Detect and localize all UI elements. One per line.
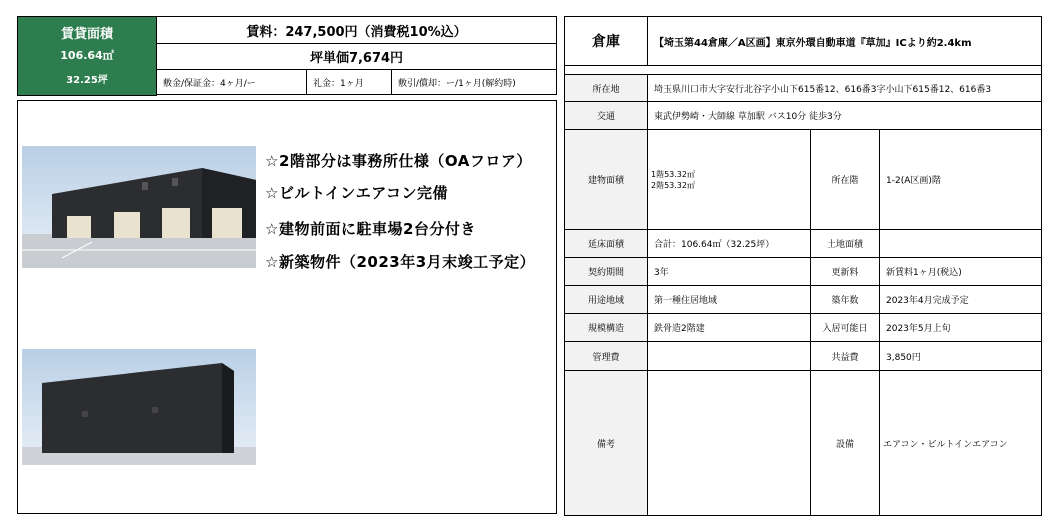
area-box: [17, 16, 157, 96]
zoning-value: 第一種住居地域: [647, 285, 811, 314]
move-in-value: 2023年5月上旬: [879, 313, 1042, 342]
management-value: [647, 341, 811, 371]
contract-label: 契約期間: [564, 257, 648, 286]
building-side-photo: [22, 349, 256, 465]
total-floor-label: 延床面積: [564, 229, 648, 258]
equipment-value: エアコン・ビルトインエアコン: [879, 370, 1042, 516]
move-in-label: 入居可能日: [810, 313, 880, 342]
management-label: 管理費: [564, 341, 648, 371]
area-sqm: 106.64㎡: [60, 49, 114, 62]
area-label: 賃貸面積: [60, 27, 113, 42]
category-label: 倉庫: [564, 16, 648, 66]
feature-2: ☆ビルトインエアコン完備: [265, 184, 448, 202]
access-label: 交通: [564, 101, 648, 130]
age-value: 2023年4月完成予定: [879, 285, 1042, 314]
property-title: 【埼玉第44倉庫／A区画】東京外環自動車道『草加』ICより約2.4km: [647, 16, 1042, 66]
building-area-floor1: 1階53.32㎡: [651, 169, 695, 179]
feature-1: ☆2階部分は事務所仕様（OAフロア）: [265, 152, 532, 170]
amortization-cell: 敷引/償却：ー/1ヶ月(解約時): [391, 69, 557, 95]
age-label: 築年数: [810, 285, 880, 314]
key-money-cell: 礼金：1ヶ月: [306, 69, 392, 95]
renewal-label: 更新料: [810, 257, 880, 286]
floor-value: 1-2(A区画)階: [879, 129, 1042, 230]
feature-4: ☆新築物件（2023年3月末竣工予定）: [265, 253, 536, 271]
total-floor-value: 合計：106.64㎡（32.25坪）: [647, 229, 811, 258]
deposit-cell: 敷金/保証金：4ヶ月/ー: [156, 69, 307, 95]
land-label: 土地面積: [810, 229, 880, 258]
feature-3: ☆建物前面に駐車場2台分付き: [265, 220, 476, 238]
zoning-label: 用途地域: [564, 285, 648, 314]
remarks-label: 備考: [564, 370, 648, 516]
structure-value: 鉄骨造2階建: [647, 313, 811, 342]
renewal-value: 新賃料1ヶ月(税込): [879, 257, 1042, 286]
address-value: 埼玉県川口市大字安行北谷字小山下615番12、616番3字小山下615番12、616番3: [647, 74, 1042, 102]
building-area-floor2: 2階53.32㎡: [651, 180, 695, 190]
area-tsubo: 32.25坪: [66, 75, 108, 86]
rent: 賃料：247,500円（消費税10%込）: [156, 16, 557, 44]
remarks-value: [647, 370, 811, 516]
building-front-photo: [22, 146, 256, 268]
unit-price: 坪単価7,674円: [156, 43, 557, 70]
structure-label: 規模構造: [564, 313, 648, 342]
address-label: 所在地: [564, 74, 648, 102]
contract-value: 3年: [647, 257, 811, 286]
building-area-label: 建物面積: [564, 129, 648, 230]
land-value: [879, 229, 1042, 258]
access-value: 東武伊勢崎・大師線 草加駅 バス10分 徒歩3分: [647, 101, 1042, 130]
floor-label: 所在階: [810, 129, 880, 230]
common-fee-value: 3,850円: [879, 341, 1042, 371]
equipment-label: 設備: [810, 370, 880, 516]
building-area-value: [647, 129, 811, 230]
common-fee-label: 共益費: [810, 341, 880, 371]
